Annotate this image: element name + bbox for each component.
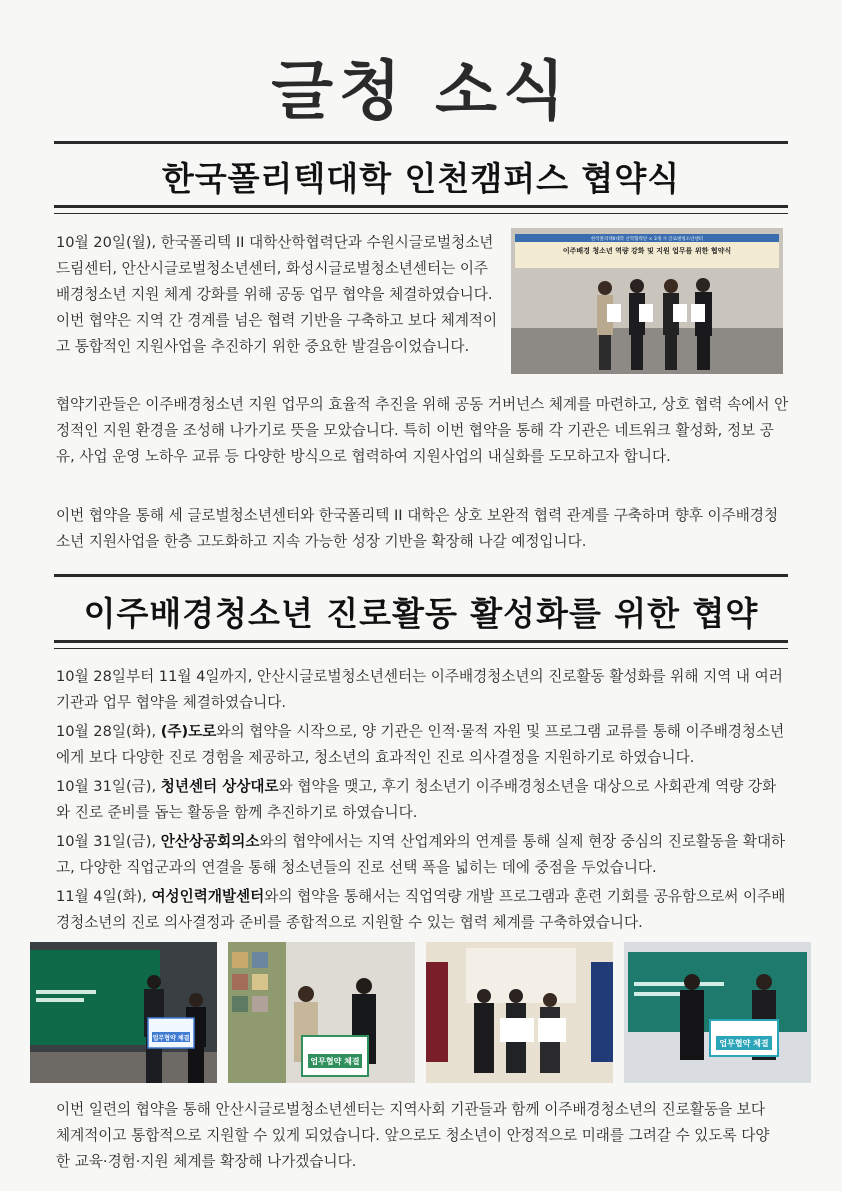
section1-paragraph-3: 이번 협약을 통해 세 글로벌청소년센터와 한국폴리텍 II 대학은 상호 보완적 협력 관계를 구축하며 향후 이주배경청소년 지원사업을 한층 고도화하고 지속 가능한 성장 기반을 확장해 나갈 예정입니다. <box>56 507 779 550</box>
section1-paragraph-2: 협약기관들은 이주배경청소년 지원 업무의 효율적 추진을 위해 공동 거버넌스 체계를 마련하고, 상호 협력 속에서 안정적인 지원 환경을 조성해 나가기로 뜻을 모았습니다. 특히 이번 협약을 통해 각 기관은 네트워크 활성화, 정보 공유, 사업 운영 노하우 교류 등 다양한 방식으로 협력하여 지원사업의 내실화를 도모하고자 합니다. <box>56 396 789 465</box>
section1-top-rule <box>54 141 788 144</box>
section1-heading: 한국폴리텍대학 인천캠퍼스 협약식 <box>161 159 681 198</box>
section2-intro: 10월 28일부터 11월 4일까지, 안산시글로벌청소년센터는 이주배경청소년의 진로활동 활성화를 위해 지역 내 여러 기관과 업무 협약을 체결하였습니다. <box>56 668 783 711</box>
section1-rule-1 <box>54 205 788 208</box>
page-title: 글청 소식 <box>271 55 571 129</box>
agreement-photo-womens-center <box>624 942 811 1083</box>
photo-sign-4: 업무협약 체결 <box>719 1039 769 1048</box>
agreement-photo-doro <box>30 942 217 1083</box>
agreement-org: 안산상공회의소 <box>160 833 260 850</box>
section2-rule-2 <box>54 648 788 649</box>
agreement-org: 여성인력개발센터 <box>151 888 265 905</box>
section1-rule-2 <box>54 213 788 214</box>
agreement-photo-chamber <box>426 942 613 1083</box>
agreement-item: 10월 31일(금), 청년센터 상상대로와 협약을 맺고, 후기 청소년기 이주배경청소년을 대상으로 사회관계 역량 강화와 진로 준비를 돕는 활동을 함께 추진하기로 하였습니다. <box>56 778 777 821</box>
agreement-item: 10월 28일(화), (주)도로와의 협약을 시작으로, 양 기관은 인적·물적 자원 및 프로그램 교류를 통해 이주배경청소년에게 보다 다양한 진로 경험을 제공하고, 청소년의 효과적인 진로 의사결정을 지원하기로 하였습니다. <box>56 723 785 766</box>
section2-rule-1 <box>54 640 788 643</box>
section1-paragraph-1: 10월 20일(월), 한국폴리텍 II 대학산학협력단과 수원시글로벌청소년드림센터, 안산시글로벌청소년센터, 화성시글로벌청소년센터는 이주배경청소년 지원 체계 강화를 위해 공동 업무 협약을 체결하였습니다. 이번 협약은 지역 간 경계를 넘은 협력 기반을 구축하고 보다 체계적이고 통합적인 지원사업을 추진하기 위한 중요한 발걸음이었습니다. <box>56 234 498 355</box>
section2-top-rule <box>54 574 788 577</box>
agreement-item: 10월 31일(금), 안산상공회의소와의 협약에서는 지역 산업계와의 연계를 통해 실제 현장 중심의 진로활동을 확대하고, 다양한 직업군과의 연결을 통해 청소년들의 진로 선택 폭을 넓히는 데에 중점을 두었습니다. <box>56 833 786 876</box>
closing-paragraph: 이번 일련의 협약을 통해 안산시글로벌청소년센터는 지역사회 기관들과 함께 이주배경청소년의 진로활동을 보다 체계적이고 통합적으로 지원할 수 있게 되었습니다. 앞으로도 청소년이 안정적으로 미래를 그려갈 수 있도록 다양한 교육·경험·지원 체계를 확장해 나가겠습니다. <box>56 1101 770 1170</box>
agreement-ceremony-photo <box>511 228 783 374</box>
agreement-org: (주)도로 <box>160 723 217 740</box>
agreement-org: 청년센터 상상대로 <box>160 778 279 795</box>
photo-banner-top: 한국폴리텍II대학 산학협력단 × 3개 시 글로벌청소년센터 <box>590 237 704 242</box>
photo-banner-main: 이주배경 청소년 역량 강화 및 지원 업무를 위한 협약식 <box>562 247 732 255</box>
photo-sign-1: 업무협약 체결 <box>152 1035 190 1042</box>
agreement-item: 11월 4일(화), 여성인력개발센터와의 협약을 통해서는 직업역량 개발 프로그램과 훈련 기회를 공유함으로써 이주배경청소년의 진로 의사결정과 준비를 종합적으로 지원할 수 있는 협력 체계를 구축하였습니다. <box>56 888 786 931</box>
photo-sign-2: 업무협약 체결 <box>310 1057 360 1066</box>
agreement-photo-youth-center <box>228 942 415 1083</box>
section2-heading: 이주배경청소년 진로활동 활성화를 위한 협약 <box>83 594 759 633</box>
